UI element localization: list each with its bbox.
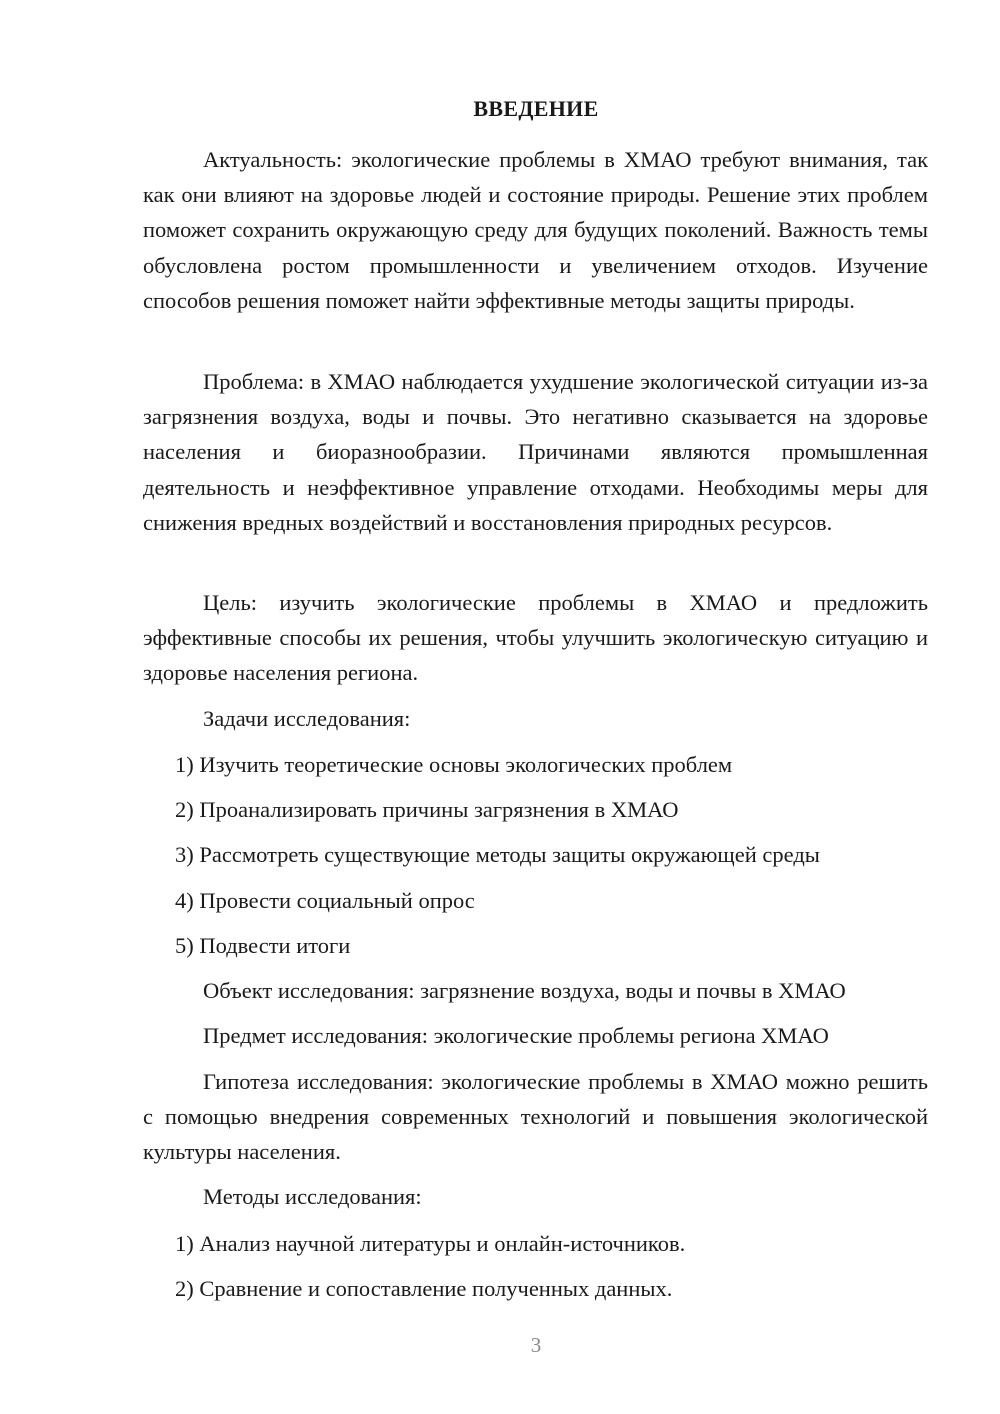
list-item: 1) Изучить теоретические основы экологических проблем — [175, 752, 733, 777]
page-number: 3 — [530, 1333, 542, 1357]
list-item: 2) Сравнение и сопоставление полученных данных. — [175, 1276, 673, 1302]
hypothesis-text: Гипотеза исследования: экологические проблемы в ХМАО можно решить с помощью внедрения современных технологий и повышения экологической культуры населения. — [143, 1069, 928, 1165]
list-item: 4) Провести социальный опрос — [175, 887, 475, 913]
tasks-heading-block — [143, 701, 928, 736]
problem-text: Проблема: в ХМАО наблюдается ухудшение экологической ситуации из-за загрязнения воздуха, воды и почвы. Это негативно сказывается на здоровье населения и биоразнообразии. Причинами являются промышленная деятельность и неэффективное управление отходами. Необходимы меры для снижения вредных воздействий и восстановления природных ресурсов. — [143, 369, 928, 535]
object-block — [143, 973, 928, 1008]
list-item: 1) Анализ научной литературы и онлайн-источников. — [175, 1231, 686, 1256]
list-item: 5) Подвести итоги — [175, 932, 351, 958]
tasks-heading: Задачи исследования: — [203, 706, 411, 731]
methods-list — [143, 1226, 928, 1306]
hypothesis-paragraph — [143, 1064, 928, 1170]
subject-text: Предмет исследования: экологические проблемы региона ХМАО — [203, 1023, 829, 1048]
relevance-paragraph — [143, 142, 928, 318]
goal-text: Цель: изучить экологические проблемы в ХМАО и предложить эффективные способы их решения, чтобы улучшить экологическую ситуацию и здоровье населения региона. — [143, 590, 928, 686]
methods-heading-block — [143, 1179, 928, 1214]
problem-paragraph — [143, 364, 928, 540]
list-item: 3) Рассмотреть существующие методы защиты окружающей среды — [175, 842, 820, 868]
goal-paragraph — [143, 585, 928, 691]
list-item: 2) Проанализировать причины загрязнения в ХМАО — [175, 797, 679, 823]
object-text: Объект исследования: загрязнение воздуха, воды и почвы в ХМАО — [203, 978, 846, 1003]
methods-heading: Методы исследования: — [203, 1184, 422, 1209]
page-title: ВВЕДЕНИЕ — [473, 96, 599, 121]
subject-block — [143, 1018, 928, 1053]
relevance-text: Актуальность: экологические проблемы в ХМАО требуют внимания, так как они влияют на здоровье людей и состояние природы. Решение этих проблем поможет сохранить окружающую среду для будущих поколений. Важность темы обусловлена ростом промышленности и увеличением отходов. Изучение способов решения поможет найти эффективные методы защиты природы. — [143, 147, 928, 313]
tasks-list — [143, 747, 928, 963]
